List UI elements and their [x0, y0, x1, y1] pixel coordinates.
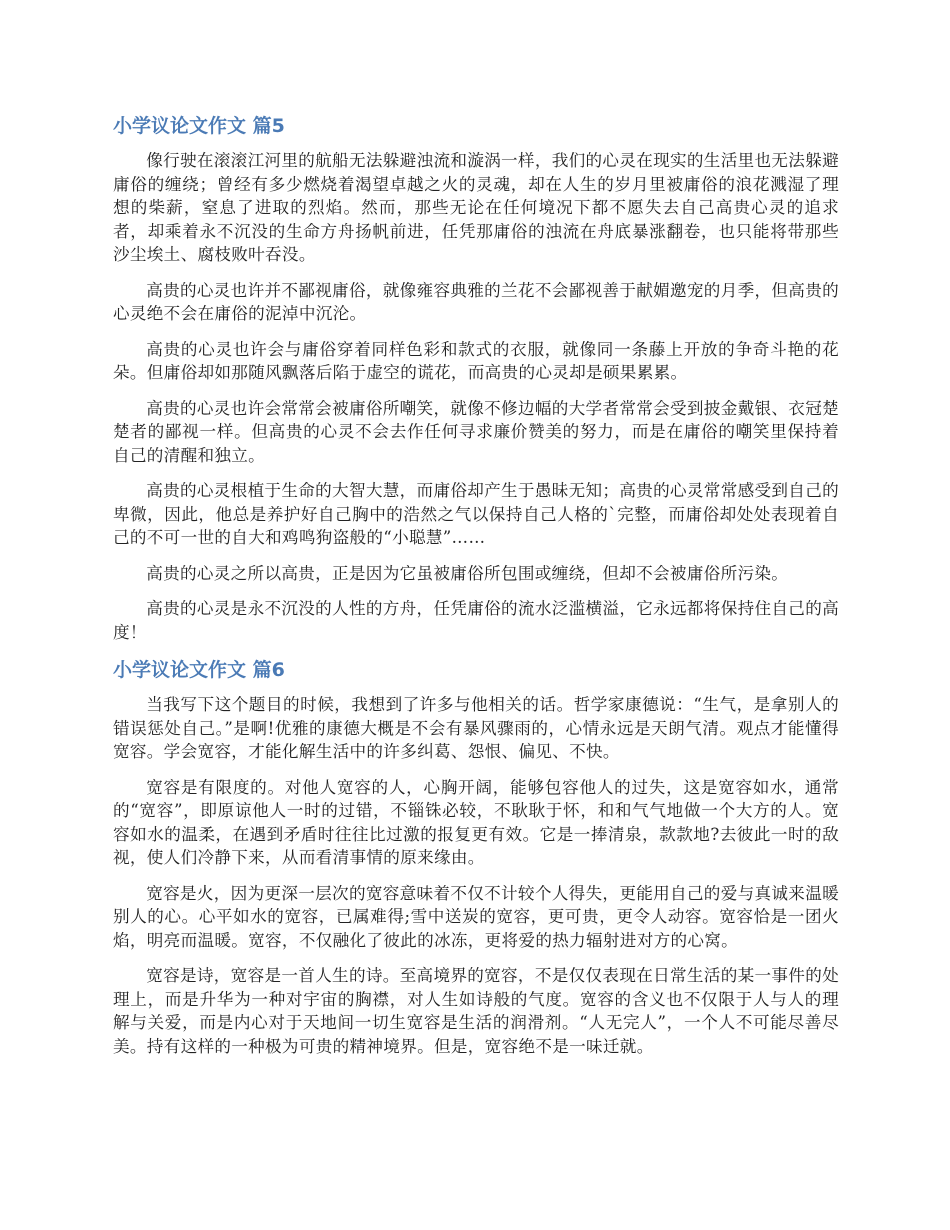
- paragraph: 高贵的心灵之所以高贵，正是因为它虽被庸俗所包围或缠绕，但却不会被庸俗所污染。: [146, 563, 789, 583]
- document-page: [113, 112, 839, 1070]
- paragraph: 像行驶在滚滚江河里的航船无法躲避浊流和漩涡一样，我们的心灵在现实的生活里也无法躲避庸俗的缠绕；曾经有多少燃烧着渴望卓越之火的灵魂，却在人生的岁月里被庸俗的浪花溅湿了理想的柴薪，窒息了进取的烈焰。然而，那些无论在任何境况下都不愿失去自己高贵心灵的追求者，却乘着永不沉没的生命方舟扬帆前进，任凭那庸俗的浊流在舟底暴涨翻卷，也只能将带那些沙尘埃土、腐枝败叶吞没。: [113, 151, 839, 264]
- section-title-6: 小学议论文作文 篇6: [113, 659, 285, 681]
- paragraph: 高贵的心灵也许会与庸俗穿着同样色彩和款式的衣服，就像同一条藤上开放的争奇斗艳的花朵。但庸俗却如那随风飘落后陷于虚空的谎花，而高贵的心灵却是硕果累累。: [113, 339, 839, 382]
- paragraph: 高贵的心灵也许会常常会被庸俗所嘲笑，就像不修边幅的大学者常常会受到披金戴银、衣冠楚楚者的鄙视一样。但高贵的心灵不会去作任何寻求廉价赞美的努力，而是在庸俗的嘲笑里保持着自己的清醒和独立。: [113, 398, 839, 465]
- paragraph: 高贵的心灵是永不沉没的人性的方舟，任凭庸俗的流水泛滥横溢，它永远都将保持住自己的高度！: [113, 599, 839, 642]
- paragraph: 宽容是有限度的。对他人宽容的人，心胸开阔，能够包容他人的过失，这是宽容如水，通常的“宽容”，即原谅他人一时的过错，不锱铢必较，不耿耿于怀，和和气气地做一个大方的人。宽容如水的温柔，在遇到矛盾时往往比过激的报复更有效。它是一捧清泉，款款地?去彼此一时的敌视，使人们冷静下来，从而看清事情的原来缘由。: [113, 777, 839, 867]
- paragraph: 高贵的心灵根植于生命的大智大慧，而庸俗却产生于愚昧无知；高贵的心灵常常感受到自己的卑微，因此，他总是养护好自己胸中的浩然之气以保持自己人格的`完整，而庸俗却处处表现着自己的不可一世的自大和鸡鸣狗盗般的“小聪慧”……: [113, 481, 839, 547]
- paragraph: 宽容是诗，宽容是一首人生的诗。至高境界的宽容，不是仅仅表现在日常生活的某一事件的处理上，而是升华为一种对宇宙的胸襟，对人生如诗般的气度。宽容的含义也不仅限于人与人的理解与关爱，而是内心对于天地间一切生宽容是生活的润滑剂。“人无完人”，一个人不可能尽善尽美。持有这样的一种极为可贵的精神境界。但是，宽容绝不是一味迁就。: [113, 966, 839, 1056]
- paragraph: 高贵的心灵也许并不鄙视庸俗，就像雍容典雅的兰花不会鄙视善于献媚邀宠的月季，但高贵的心灵绝不会在庸俗的泥淖中沉沦。: [113, 280, 839, 323]
- paragraph: 宽容是火，因为更深一层次的宽容意味着不仅不计较个人得失，更能用自己的爱与真诚来温暖别人的心。心平如水的宽容，已属难得;雪中送炭的宽容，更可贵，更令人动容。宽容恰是一团火焰，明亮而温暖。宽容，不仅融化了彼此的冰冻，更将爱的热力辐射进对方的心窝。: [113, 883, 839, 950]
- paragraph: 当我写下这个题目的时候，我想到了许多与他相关的话。哲学家康德说：“生气，是拿别人的错误惩处自己。”是啊!优雅的康德大概是不会有暴风骤雨的，心情永远是天朗气清。观点才能懂得宽容。学会宽容，才能化解生活中的许多纠葛、怨恨、偏见、不快。: [113, 695, 839, 761]
- section-title-5: 小学议论文作文 篇5: [113, 115, 285, 137]
